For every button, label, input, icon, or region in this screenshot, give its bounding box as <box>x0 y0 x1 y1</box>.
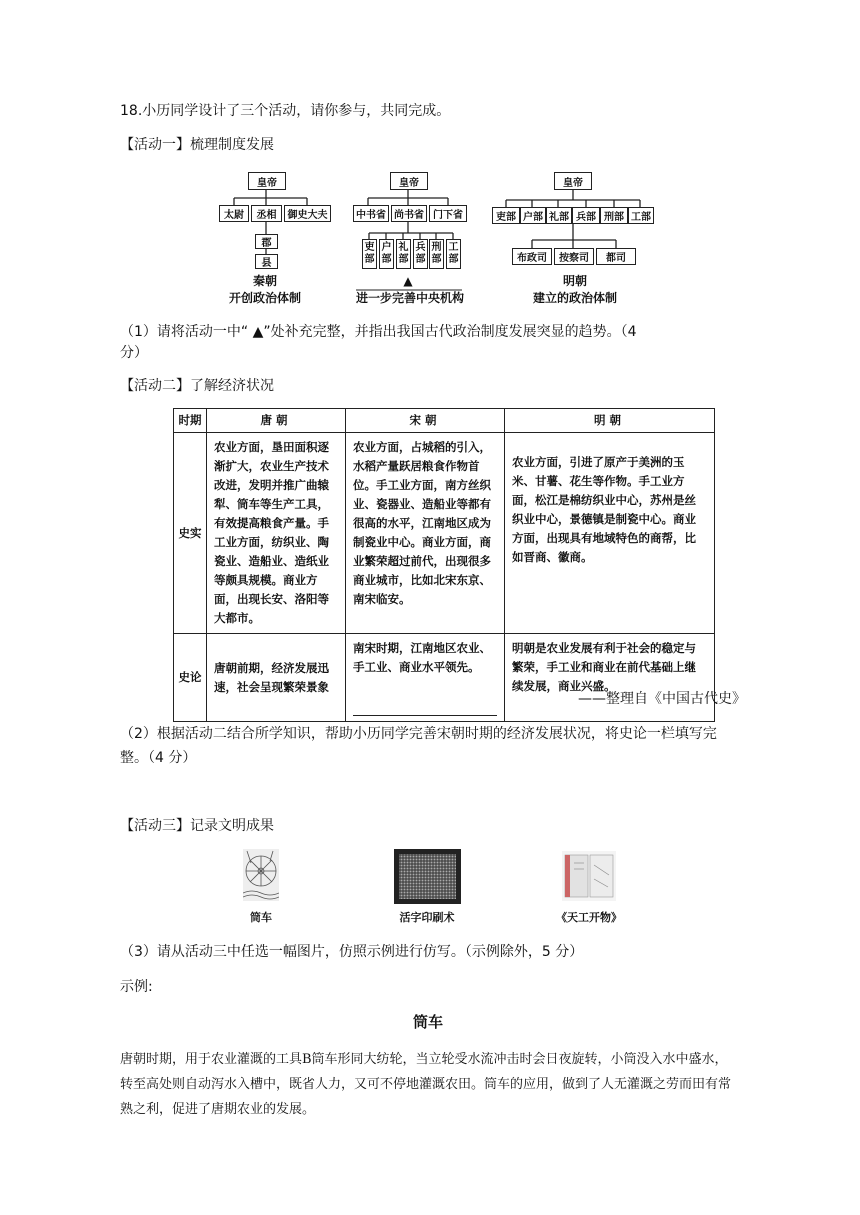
table-header-tang: 唐朝 <box>207 409 346 433</box>
blank-marker-triangle: ▲ <box>403 274 413 288</box>
ming-emperor-box: 皇帝 <box>554 172 592 190</box>
economy-table <box>173 408 715 722</box>
example-body: 唐朝时期，用于农业灌溉的工具B筒车形同大纺轮，当立轮受水流冲击时会日夜旋转，小筒没入水中盛水，转至高处则自动泻水入槽中，既省人力，又可不停地灌溉农田。筒车的应用，做到了人无灌溉之劳而田有常熟之利，促进了唐期农业的发展。 <box>120 1052 732 1117</box>
cell-ming-comments: 明朝是农业发展有利于社会的稳定与繁荣，手工业和商业在前代基础上继续发展，商业兴盛。 <box>505 634 715 722</box>
water-wheel-image <box>243 849 279 901</box>
ming-ministry-box: 刑部 <box>600 207 628 224</box>
qin-official-box: 太尉 <box>219 205 249 222</box>
song-comment-blank[interactable] <box>353 697 497 716</box>
ming-ministry-box: 礼部 <box>546 207 572 224</box>
qin-emperor-box: 皇帝 <box>248 172 286 190</box>
table-source: ——整理自《中国古代史》 <box>578 691 746 707</box>
tang-ministry-box: 兵部 <box>413 239 428 269</box>
ming-ministry-box: 兵部 <box>572 207 600 224</box>
cell-song-comments <box>346 634 505 722</box>
tang-ministry-box: 刑部 <box>429 239 444 269</box>
activity1-heading: 【活动一】梳理制度发展 <box>120 137 274 153</box>
ming-ministry-box: 吏部 <box>492 207 520 224</box>
tang-ministry-box: 礼部 <box>396 239 411 269</box>
song-comment-text: 南宋时期，江南地区农业、手工业、商业水平领先。 <box>353 641 491 674</box>
tang-ministry-box: 吏部 <box>362 239 377 269</box>
tiangong-kaiwu-image <box>562 851 616 901</box>
ming-office-box: 按察司 <box>554 248 594 265</box>
cell-song-facts: 农业方面，占城稻的引入，水稻产量跃居粮食作物首位。手工业方面，南方丝织业、瓷器业、造船业等都有很高的水平，江南地区成为制瓷业中心。商业方面，商业繁荣超过前代，出现很多商业城市，比如北宋东京、南宋临安。 <box>346 433 505 634</box>
caption-water-wheel: 筒车 <box>250 911 272 924</box>
activity3-heading: 【活动三】记录文明成果 <box>120 818 274 834</box>
example-label: 示例: <box>120 979 153 995</box>
q1-text-line2: 分） <box>120 345 148 361</box>
tang-province-box: 门下省 <box>429 205 467 222</box>
qin-jun-box: 郡 <box>255 234 278 249</box>
table-row <box>174 433 715 634</box>
qin-caption-desc: 开创政治体制 <box>228 291 301 305</box>
row-label-comments: 史论 <box>174 634 207 722</box>
tang-ministry-box: 工部 <box>446 239 461 269</box>
ming-office-box: 都司 <box>596 248 636 265</box>
tang-emperor-box: 皇帝 <box>390 172 428 190</box>
movable-type-image <box>394 849 461 904</box>
qin-official-box: 丞相 <box>251 205 282 222</box>
qin-official-box: 御史大夫 <box>284 205 331 222</box>
table-header-ming: 明朝 <box>505 409 715 433</box>
ming-ministry-box: 工部 <box>628 207 654 224</box>
qin-caption-dynasty: 秦朝 <box>252 274 277 288</box>
activity2-heading: 【活动二】了解经济状况 <box>120 378 274 394</box>
table-header-row <box>174 409 715 433</box>
tang-caption: 进一步完善中央机构 <box>355 291 464 305</box>
tang-province-box: 尚书省 <box>391 205 427 222</box>
ming-caption-desc: 建立的政治体制 <box>532 291 617 305</box>
q2-text: （2）根据活动二结合所学知识，帮助小历同学完善宋朝时期的经济发展状况，将史论一栏填写完整。（4 分） <box>120 726 717 766</box>
qin-xian-box: 县 <box>255 254 278 269</box>
caption-movable-type: 活字印刷术 <box>399 911 455 924</box>
q1-text-line1: （1）请将活动一中“ ▲”处补充完整，并指出我国古代政治制度发展突显的趋势。（4 <box>120 324 637 340</box>
row-label-facts: 史实 <box>174 433 207 634</box>
ming-caption-dynasty: 明朝 <box>562 274 587 288</box>
q3-text: （3）请从活动三中任选一幅图片，仿照示例进行仿写。（示例除外，5 分） <box>120 944 584 960</box>
cell-ming-facts: 农业方面，引进了原产于美洲的玉米、甘薯、花生等作物。手工业方面，松江是棉纺织业中心，苏州是丝织业中心，景德镇是制瓷中心。商业方面，出现具有地域特色的商帮，比如晋商、徽商。 <box>505 433 715 634</box>
example-title: 筒车 <box>412 1013 443 1031</box>
ming-office-box: 布政司 <box>512 248 552 265</box>
cell-tang-facts: 农业方面，垦田面积逐渐扩大，农业生产技术改进，发明并推广曲辕犁、筒车等生产工具，有效提高粮食产量。手工业方面，纺织业、陶瓷业、造船业、造纸业等颇具规模。商业方面，出现长安、洛阳等大都市。 <box>207 433 346 634</box>
question-title: 18.小历同学设计了三个活动，请你参与，共同完成。 <box>120 103 451 119</box>
ming-ministry-box: 户部 <box>520 207 546 224</box>
cell-tang-comments: 唐朝前期，经济发展迅速，社会呈现繁荣景象 <box>207 634 346 722</box>
tang-province-box: 中书省 <box>353 205 389 222</box>
caption-tiangong-kaiwu: 《天工开物》 <box>556 911 622 924</box>
tang-ministry-box: 户部 <box>379 239 394 269</box>
table-header-song: 宋朝 <box>346 409 505 433</box>
table-header-period: 时期 <box>174 409 207 433</box>
org-chart-connectors <box>0 0 860 320</box>
